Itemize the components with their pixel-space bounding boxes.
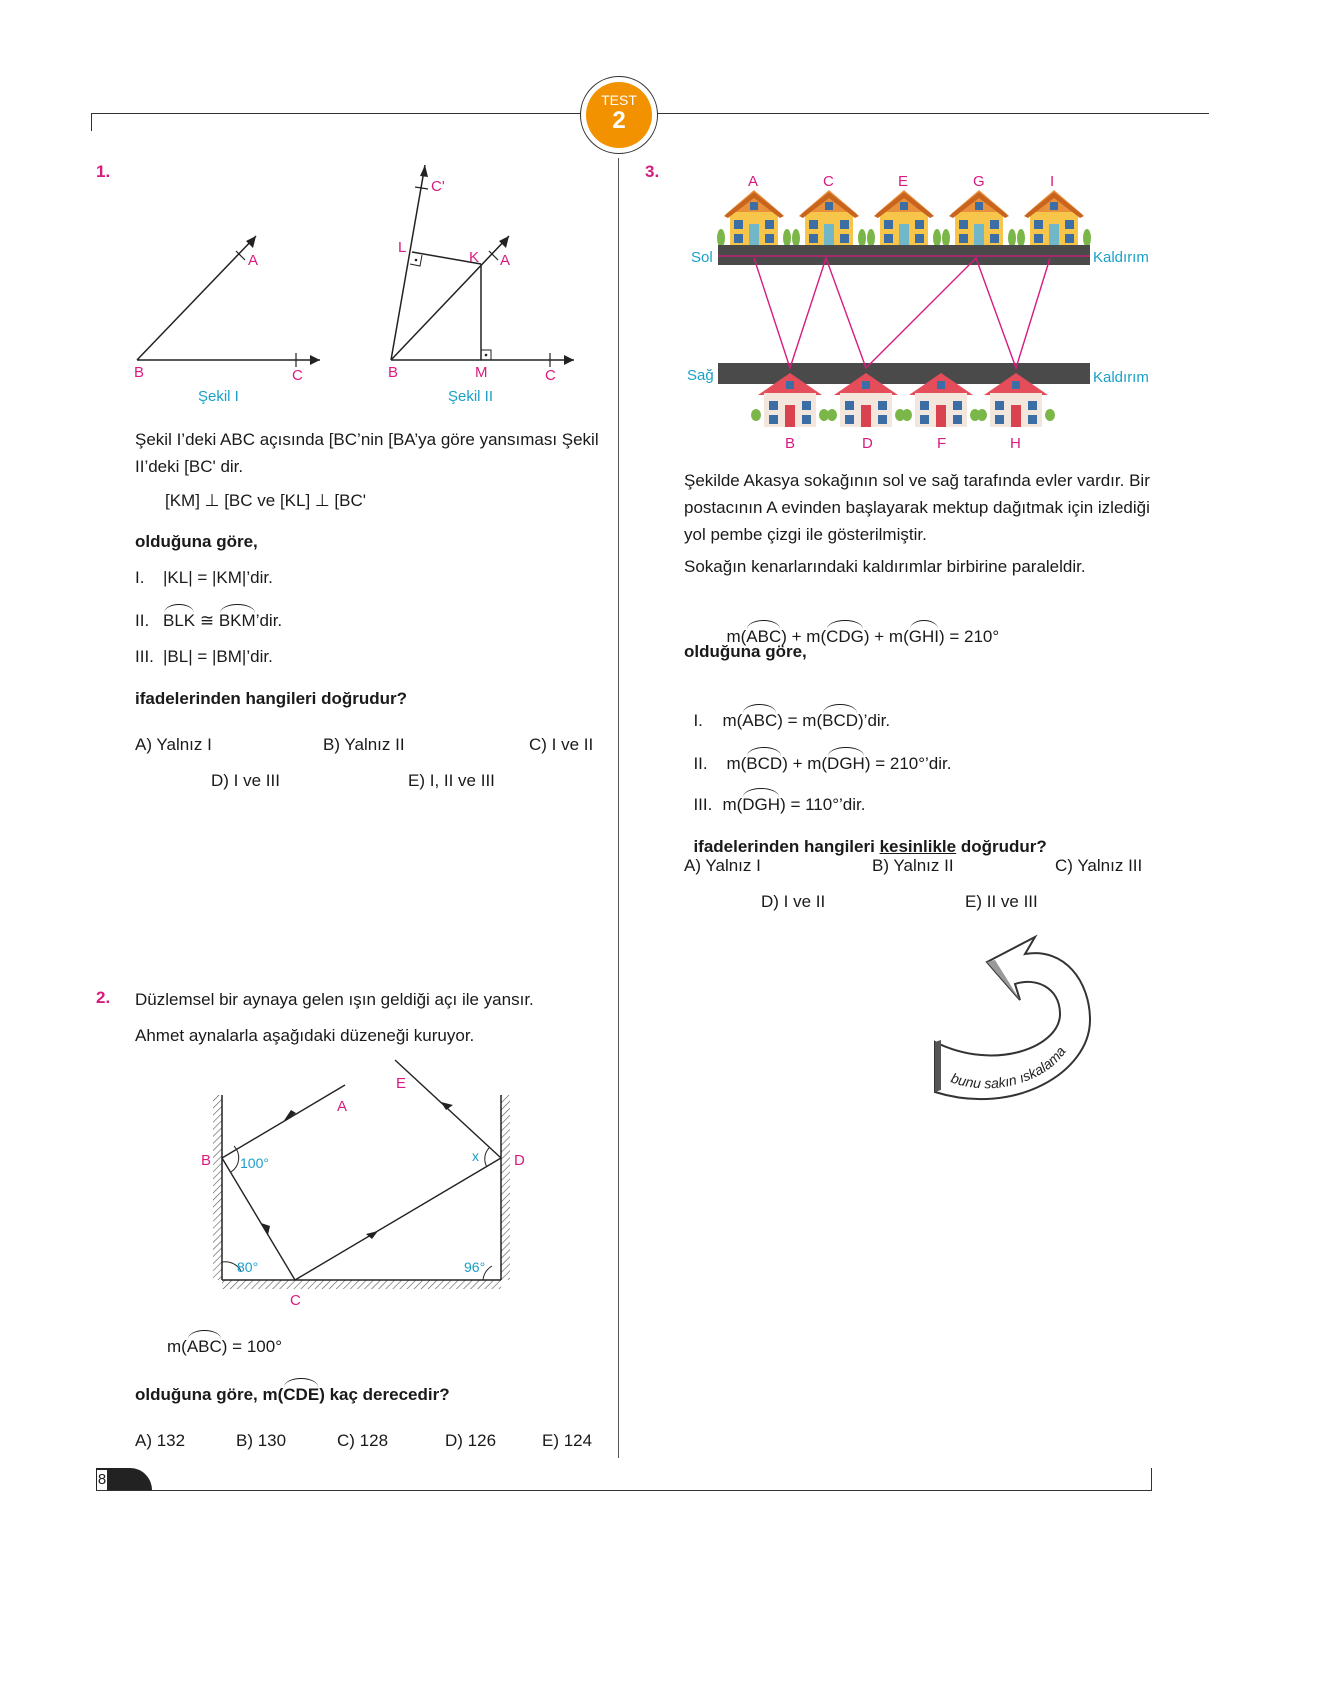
fig2-caption: Şekil II [448,388,494,405]
q2-label-x: x [472,1148,479,1164]
q2-label-d: D [514,1152,525,1169]
q1-option-c[interactable]: C) I ve II [529,735,594,754]
q2-label-e: E [396,1075,407,1092]
label-g: G [973,173,985,190]
house-c [792,190,866,247]
test-badge [580,76,658,154]
q3-s1-p1: m( [722,711,743,730]
q1-number: 1. [96,162,111,181]
label-e: E [898,173,909,190]
q2-option-d[interactable]: D) 126 [445,1431,497,1450]
q2-label-a: A [337,1098,348,1115]
fig2-label-a: A [500,252,511,269]
q2-angle-c: 80° [237,1259,259,1275]
q3-given-arc-1: ABC [746,623,781,650]
q2-option-e[interactable]: E) 124 [542,1431,593,1450]
q2-q-arc: CDE [283,1381,319,1408]
fig2-label-c: C [545,367,556,384]
sticker-arrow [925,922,1095,1112]
q2-angle-b: 100° [240,1155,269,1171]
fig1-label-b: B [134,364,145,381]
footer-tick [1151,1468,1152,1490]
house-i [1017,190,1091,247]
postman-path [754,258,1050,368]
label-c: C [823,173,834,190]
label-b: B [785,435,796,452]
fig2-label-cprime: C' [431,178,445,195]
q3-option-e[interactable]: E) II ve III [965,892,1038,911]
s2-mid: ≅ [195,611,219,630]
q2-mirror-figure [195,1055,535,1315]
q3-given-arc-3: GHI [909,623,939,650]
q3-s1-p2: ) = m( [777,711,823,730]
q2-option-a[interactable]: A) 132 [135,1431,186,1450]
q2-question [135,1381,450,1408]
q3-given-p3: ) + m( [863,627,909,646]
bottom-sidewalk [718,363,1090,384]
fig1-label-a: A [248,252,259,269]
q1-text: Şekil I’deki ABC açısında [BC’nin [BA’ya göre yansıması Şekil II’deki [BC' dir. [135,430,599,476]
s2-end: ’dir. [255,611,283,630]
q3-s2-arc-1: BCD [746,750,782,777]
q3-option-a[interactable]: A) Yalnız I [684,856,761,875]
header-tick [91,113,92,131]
label-sag: Sağ [687,367,714,384]
q1-question: ifadelerinden hangileri doğrudur? [135,689,408,708]
label-h: H [1010,435,1021,452]
label-sol: Sol [691,249,713,266]
q3-given-p4: ) = 210° [938,627,1000,646]
s2-num: II. [135,611,150,630]
sticker-text-path: bunu sakın ıskalama [949,1043,1069,1092]
top-sidewalk [718,245,1090,265]
q3-s3-p2: ) = 110°’dir. [780,795,866,814]
page-number: 8 [97,1471,107,1488]
test-number: 2 [612,107,626,134]
q2-given-arc: ABC [187,1333,222,1360]
s2-arc-b: BKM [219,607,256,634]
s1-text: |KL| = |KM|’dir. [163,568,273,587]
q2-text-1: Düzlemsel bir aynaya gelen ışın geldiği açı ile yansır. [135,990,534,1009]
q1-statement-3 [135,643,273,670]
q2-given-pre: m( [167,1337,187,1356]
fig2-label-m: M [475,364,488,381]
q1-option-b[interactable]: B) Yalnız II [323,735,405,754]
house-g [942,190,1016,247]
q2-number: 2. [96,988,111,1007]
q3-s2-p2: ) + m( [782,754,828,773]
q3-given-p2: ) + m( [781,627,827,646]
q3-option-c[interactable]: C) Yalnız III [1055,856,1143,875]
q1-option-e[interactable]: E) I, II ve III [408,771,495,790]
s3-num: III. [135,647,154,666]
q2-q-pre: olduğuna göre, m( [135,1385,284,1404]
q3-q-pre: ifadelerinden hangileri [693,837,880,856]
fig1-label-c: C [292,367,303,384]
q1-option-a[interactable]: A) Yalnız I [135,735,212,754]
q2-given [167,1333,282,1360]
q2-q-post: ) kaç derecedir? [319,1385,450,1404]
q3-s3-arc-1: DGH [742,791,780,818]
q3-s1-p3: )’dir. [858,711,891,730]
q2-option-c[interactable]: C) 128 [337,1431,389,1450]
q3-q-underlined: kesinlikle [879,837,957,856]
figure-2 [388,165,574,405]
label-kaldirim-bottom: Kaldırım [1093,369,1149,386]
q3-s1-arc-2: BCD [822,707,858,734]
q3-s3-p1: m( [722,795,743,814]
q2-label-c: C [290,1292,301,1309]
q3-text-2: Sokağın kenarlarındaki kaldırımlar birbirine paraleldir. [684,557,1086,576]
q3-given-arc-2: CDG [826,623,864,650]
label-a: A [748,173,759,190]
q1-given: [KM] ⊥ [BC ve [KL] ⊥ [BC' [165,491,367,510]
s3-text: |BL| = |BM|’dir. [163,647,273,666]
q3-s2-p3: ) = 210°’dir. [864,754,952,773]
q3-s2-num: II. [693,754,708,773]
house-a [717,190,791,247]
label-f: F [937,435,947,452]
q1-statement-2 [135,607,282,634]
q3-condition: olduğuna göre, [684,642,807,661]
fig2-label-k: K [469,249,480,266]
fig2-label-l: L [398,239,407,256]
s1-num: I. [135,568,145,587]
q2-text-2: Ahmet aynalarla aşağıdaki düzeneği kuruyor. [135,1026,475,1045]
q1-condition: olduğuna göre, [135,532,258,551]
label-kaldirim-top: Kaldırım [1093,249,1149,266]
q3-s1-arc-1: ABC [742,707,777,734]
q3-text-1: Şekilde Akasya sokağının sol ve sağ tarafında evler vardır. Bir postacının A evinden başlayarak mektup dağıtmak için izlediği yol pembe çizgi ile gösterilmiştir. [684,471,1150,544]
s2-arc-a: BLK [163,607,195,634]
q2-angle-d: 96° [464,1259,486,1275]
q3-street-figure [680,168,1160,458]
q3-s2-arc-2: DGH [827,750,865,777]
q3-option-b[interactable]: B) Yalnız II [872,856,954,875]
label-i: I [1050,173,1055,190]
q3-s2-p1: m( [726,754,747,773]
figure-1 [134,236,320,405]
q2-given-post: ) = 100° [221,1337,282,1356]
q1-statement-1 [135,564,273,591]
q1-option-d[interactable]: D) I ve III [211,771,280,790]
fig1-caption: Şekil I [198,388,239,405]
test-label: TEST [601,92,637,108]
q3-number: 3. [645,162,660,181]
q1-figure [120,160,600,415]
q3-option-d[interactable]: D) I ve II [761,892,826,911]
q3-question [684,806,1047,860]
column-divider [618,158,619,1458]
q3-s3-num: III. [693,795,713,814]
q2-label-b: B [201,1152,212,1169]
q3-s1-num: I. [693,711,703,730]
footer-line [96,1490,1152,1491]
q3-given-p1: m( [726,627,747,646]
q3-q-post: doğrudur? [956,837,1047,856]
label-d: D [862,435,873,452]
fig2-label-b: B [388,364,399,381]
house-e [867,190,941,247]
q2-option-b[interactable]: B) 130 [236,1431,287,1450]
